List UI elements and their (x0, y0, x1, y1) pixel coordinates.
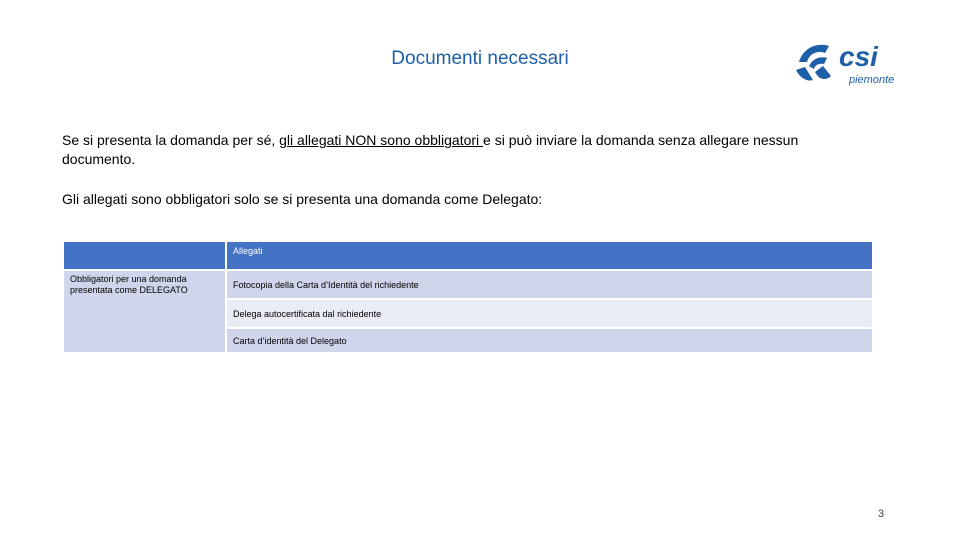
delegate-paragraph: Gli allegati sono obbligatori solo se si presenta una domanda come Delegato: (62, 191, 543, 207)
intro-text-underlined: gli allegati NON sono obbligatori (279, 132, 484, 148)
intro-text-after: e si può inviare la domanda senza allegare nessun documento. (62, 132, 799, 167)
header-cell-allegati: Allegati (227, 242, 872, 269)
attachments-table (62, 240, 874, 354)
table-row (64, 271, 872, 298)
intro-paragraph (62, 131, 852, 169)
page-number: 3 (878, 508, 885, 520)
page-title: Documenti necessari (391, 48, 569, 69)
header-cell-empty (64, 242, 225, 269)
logo-text: csi (839, 41, 878, 72)
attachment-item: Fotocopia della Carta d’Identità del richiedente (227, 271, 872, 298)
table-header-row (64, 242, 872, 269)
row-label-cell: Obbligatori per una domanda presentata come DELEGATO (64, 271, 225, 352)
intro-text-before: Se si presenta la domanda per sé, (62, 132, 280, 148)
logo-subtext: piemonte (849, 74, 895, 86)
attachment-item: Delega autocertificata dal richiedente (227, 300, 872, 327)
attachment-item: Carta d’identità del Delegato (227, 329, 872, 352)
csi-piemonte-logo (793, 36, 905, 88)
